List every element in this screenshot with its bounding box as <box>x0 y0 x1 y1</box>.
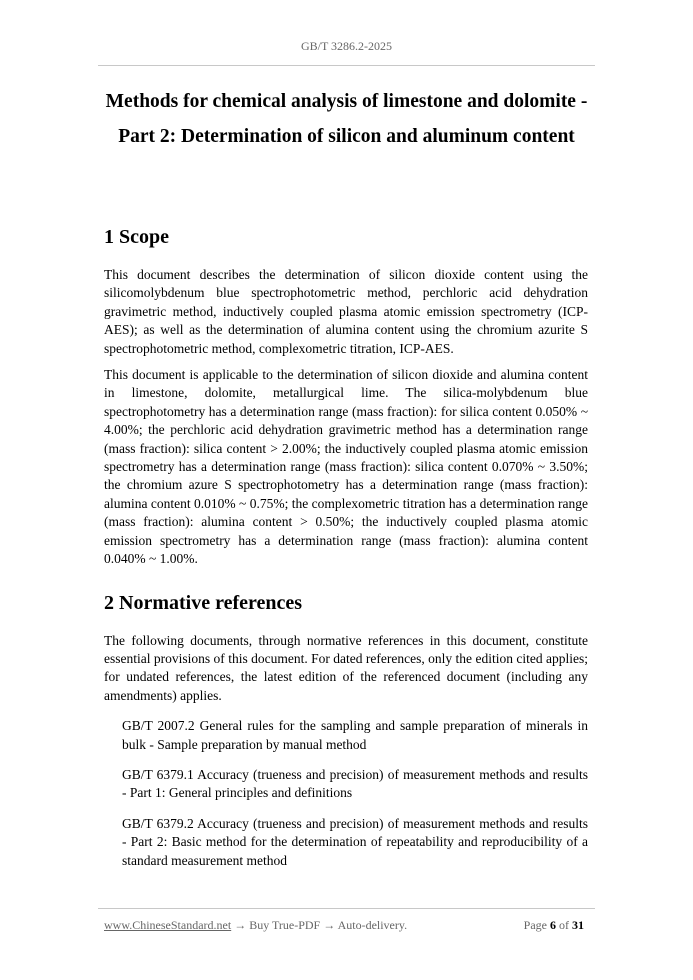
document-title-line-2: Part 2: Determination of silicon and aluminum content <box>118 126 575 147</box>
scope-paragraph-1: This document describes the determination of silicon dioxide content using the silicomolybdenum blue spectrophotometric method, perchloric acid dehydration gravimetric method, inductively coupled plasma atomic emission spectrometry (ICP-AES); as well as the determination of alumina content using the chromium azurite S spectrophotometric method, complexometric titration, ICP-AES. <box>104 267 588 356</box>
page-current: 6 <box>550 918 556 932</box>
scope-paragraph-2: This document is applicable to the determination of silicon dioxide and alumina content in limestone, dolomite, metallurgical lime. The silica-molybdenum blue spectrophotometry has a determination range (mass fraction): for silica content 0.050% ~ 4.00%; the perchloric acid dehydration gravimetric method has a determination range (mass fraction): silica content > 2.00%; the inductively coupled plasma atomic emission spectrometry has a determination range (mass fraction): silica content 0.070% ~ 3.50%; the chromium azure S spectrophotometry has a determination range (mass fraction): alumina content 0.010% ~ 0.75%; the complexometric titration has a determination range (mass fraction): alumina content > 0.50%; the inductively coupled plasma atomic emission spectrometry has a determination range (mass fraction): alumina content 0.040% ~ 1.00%. <box>104 367 588 567</box>
page-header <box>0 39 693 54</box>
page-label: Page <box>523 918 547 932</box>
reference-item: GB/T 2007.2 General rules for the sampling and sample preparation of minerals in bulk - Sample preparation by manual method <box>122 718 588 752</box>
reference-item: GB/T 6379.2 Accuracy (trueness and precision) of measurement methods and results - Part 2: Basic method for the determination of repeatability and reproducibility of a standard measurement method <box>122 815 588 868</box>
footer-promo <box>104 918 407 933</box>
footer-tagline: → Buy True-PDF → Auto-delivery. <box>231 918 408 932</box>
page-number <box>524 918 584 933</box>
header-divider <box>98 65 595 66</box>
page-total: 31 <box>572 918 584 932</box>
site-link[interactable]: www.ChineseStandard.net <box>104 918 232 932</box>
footer-divider <box>98 908 595 909</box>
section-heading-scope: 1 Scope <box>104 226 169 248</box>
standard-code: GB/T 3286.2-2025 <box>300 39 393 53</box>
document-title-line-1: Methods for chemical analysis of limestone and dolomite - <box>105 91 588 112</box>
document-body <box>104 224 588 882</box>
section-heading-normative-references: 2 Normative references <box>104 591 303 614</box>
reference-item: GB/T 6379.1 Accuracy (trueness and precision) of measurement methods and results - Part 1: General principles and definitions <box>122 766 588 801</box>
page-of-label: of <box>559 918 569 932</box>
normative-references-intro: The following documents, through normative references in this document, constitute essential provisions of this document. For dated references, only the edition cited applies; for undated references, the latest edition of the referenced document (including any amendments) applies. <box>104 632 588 703</box>
